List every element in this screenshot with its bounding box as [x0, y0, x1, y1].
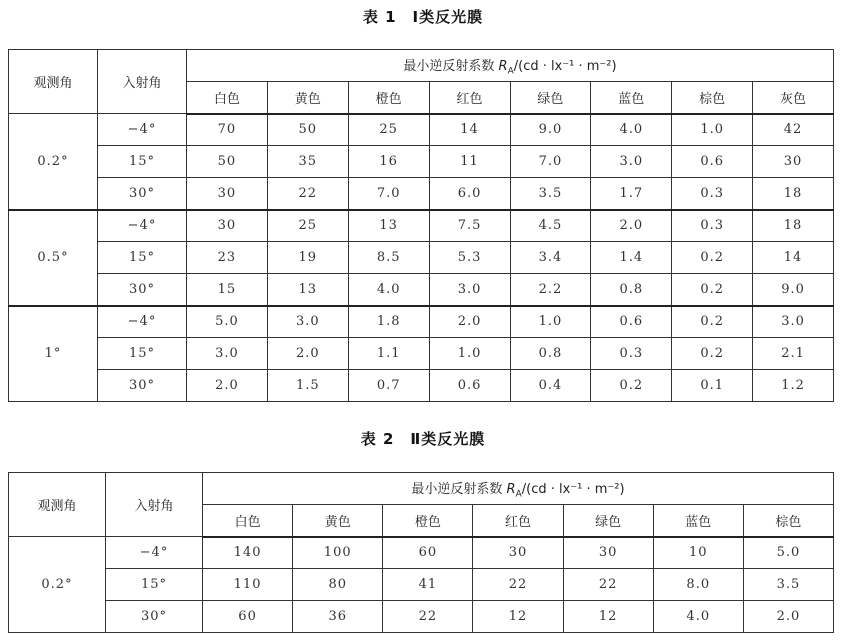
coefficient-unit: /(cd · lx⁻¹ · m⁻²) — [513, 58, 617, 74]
coefficient-symbol-sub: A — [507, 66, 514, 77]
coefficient-value-cell: 25 — [267, 210, 348, 242]
coefficient-value-cell: 25 — [348, 114, 429, 146]
incidence-angle-cell: 30° — [98, 370, 187, 402]
coefficient-value-cell: 7.5 — [429, 210, 510, 242]
observation-angle-cell: 0.2° — [9, 114, 98, 210]
coefficient-value-cell: 4.0 — [348, 274, 429, 306]
color-header: 红色 — [429, 82, 510, 114]
coefficient-value-cell: 35 — [267, 146, 348, 178]
coefficient-value-cell: 5.0 — [187, 306, 268, 338]
observation-angle-cell: 0.2° — [9, 537, 106, 633]
coefficient-value-cell: 30 — [187, 178, 268, 210]
coefficient-value-cell: 22 — [267, 178, 348, 210]
coefficient-value-cell: 50 — [267, 114, 348, 146]
color-header: 红色 — [473, 505, 563, 537]
incidence-angle-cell: −4° — [98, 306, 187, 338]
coefficient-value-cell: 8.0 — [653, 569, 743, 601]
incidence-angle-cell: 15° — [106, 569, 203, 601]
coefficient-value-cell: 0.2 — [672, 242, 753, 274]
coefficient-value-cell: 2.0 — [267, 338, 348, 370]
coefficient-value-cell: 2.0 — [187, 370, 268, 402]
observation-angle-cell: 1° — [9, 306, 98, 402]
color-header: 橙色 — [348, 82, 429, 114]
coefficient-symbol-sub: A — [515, 489, 522, 500]
coefficient-value-cell: 5.0 — [743, 537, 833, 569]
coefficient-value-cell: 7.0 — [348, 178, 429, 210]
coefficient-value-cell: 0.6 — [672, 146, 753, 178]
observation-angle-header: 观测角 — [9, 473, 106, 537]
color-header: 黄色 — [293, 505, 383, 537]
coefficient-value-cell: 0.3 — [672, 210, 753, 242]
coefficient-value-cell: 22 — [563, 569, 653, 601]
coefficient-value-cell: 18 — [753, 178, 834, 210]
incidence-angle-header: 入射角 — [106, 473, 203, 537]
coefficient-value-cell: 15 — [187, 274, 268, 306]
table-row — [9, 537, 834, 569]
incidence-angle-cell: 30° — [106, 601, 203, 633]
color-header: 绿色 — [510, 82, 591, 114]
coefficient-unit: /(cd · lx⁻¹ · m⁻²) — [521, 481, 625, 497]
table-row — [9, 569, 834, 601]
coefficient-value-cell: 14 — [429, 114, 510, 146]
coefficient-value-cell: 0.2 — [672, 274, 753, 306]
table-row — [9, 306, 834, 338]
table-row — [9, 370, 834, 402]
incidence-angle-cell: 15° — [98, 242, 187, 274]
coefficient-header — [203, 473, 834, 505]
coefficient-value-cell: 3.0 — [429, 274, 510, 306]
coefficient-value-cell: 42 — [753, 114, 834, 146]
table-row — [9, 146, 834, 178]
coefficient-value-cell: 30 — [753, 146, 834, 178]
coefficient-value-cell: 0.6 — [429, 370, 510, 402]
coefficient-value-cell: 140 — [203, 537, 293, 569]
coefficient-value-cell: 19 — [267, 242, 348, 274]
coefficient-value-cell: 36 — [293, 601, 383, 633]
coefficient-value-cell: 12 — [563, 601, 653, 633]
coefficient-value-cell: 0.2 — [591, 370, 672, 402]
coefficient-value-cell: 0.1 — [672, 370, 753, 402]
coefficient-value-cell: 2.0 — [591, 210, 672, 242]
coefficient-value-cell: 4.5 — [510, 210, 591, 242]
coefficient-value-cell: 4.0 — [653, 601, 743, 633]
coefficient-value-cell: 9.0 — [753, 274, 834, 306]
incidence-angle-header: 入射角 — [98, 50, 187, 114]
coefficient-value-cell: 6.0 — [429, 178, 510, 210]
table-row — [9, 210, 834, 242]
coefficient-value-cell: 100 — [293, 537, 383, 569]
table-2 — [8, 472, 834, 633]
observation-angle-cell: 0.5° — [9, 210, 98, 306]
header-row — [9, 473, 834, 505]
coefficient-value-cell: 3.4 — [510, 242, 591, 274]
incidence-angle-cell: −4° — [98, 210, 187, 242]
coefficient-value-cell: 0.7 — [348, 370, 429, 402]
color-header: 棕色 — [672, 82, 753, 114]
color-header: 绿色 — [563, 505, 653, 537]
color-header: 棕色 — [743, 505, 833, 537]
coefficient-value-cell: 110 — [203, 569, 293, 601]
coefficient-value-cell: 3.5 — [743, 569, 833, 601]
coefficient-label: 最小逆反射系数 — [411, 481, 507, 497]
coefficient-value-cell: 30 — [563, 537, 653, 569]
coefficient-value-cell: 1.5 — [267, 370, 348, 402]
coefficient-value-cell: 11 — [429, 146, 510, 178]
coefficient-value-cell: 0.2 — [672, 306, 753, 338]
incidence-angle-cell: 30° — [98, 178, 187, 210]
coefficient-symbol: R — [506, 481, 516, 497]
table-row — [9, 338, 834, 370]
incidence-angle-cell: 15° — [98, 146, 187, 178]
coefficient-value-cell: 8.5 — [348, 242, 429, 274]
coefficient-value-cell: 3.0 — [187, 338, 268, 370]
coefficient-value-cell: 22 — [383, 601, 473, 633]
coefficient-value-cell: 1.0 — [510, 306, 591, 338]
coefficient-value-cell: 30 — [187, 210, 268, 242]
coefficient-value-cell: 3.0 — [267, 306, 348, 338]
table-row — [9, 274, 834, 306]
coefficient-value-cell: 80 — [293, 569, 383, 601]
observation-angle-header: 观测角 — [9, 50, 98, 114]
table-row — [9, 242, 834, 274]
coefficient-value-cell: 3.0 — [591, 146, 672, 178]
coefficient-value-cell: 16 — [348, 146, 429, 178]
coefficient-value-cell: 1.0 — [672, 114, 753, 146]
color-header: 蓝色 — [653, 505, 743, 537]
table-row — [9, 601, 834, 633]
color-header: 白色 — [203, 505, 293, 537]
coefficient-value-cell: 70 — [187, 114, 268, 146]
coefficient-value-cell: 0.6 — [591, 306, 672, 338]
coefficient-value-cell: 0.2 — [672, 338, 753, 370]
coefficient-value-cell: 2.1 — [753, 338, 834, 370]
coefficient-value-cell: 30 — [473, 537, 563, 569]
coefficient-value-cell: 0.3 — [672, 178, 753, 210]
table-row — [9, 114, 834, 146]
coefficient-value-cell: 2.0 — [743, 601, 833, 633]
coefficient-value-cell: 1.2 — [753, 370, 834, 402]
coefficient-header — [187, 50, 834, 82]
color-header: 黄色 — [267, 82, 348, 114]
coefficient-symbol: R — [498, 58, 508, 74]
coefficient-value-cell: 4.0 — [591, 114, 672, 146]
coefficient-value-cell: 1.7 — [591, 178, 672, 210]
incidence-angle-cell: 15° — [98, 338, 187, 370]
incidence-angle-cell: −4° — [106, 537, 203, 569]
coefficient-value-cell: 7.0 — [510, 146, 591, 178]
coefficient-value-cell: 2.0 — [429, 306, 510, 338]
coefficient-value-cell: 0.8 — [510, 338, 591, 370]
coefficient-value-cell: 3.0 — [753, 306, 834, 338]
coefficient-value-cell: 0.3 — [591, 338, 672, 370]
coefficient-value-cell: 23 — [187, 242, 268, 274]
table-1-caption: 表 1 Ⅰ类反光膜 — [362, 8, 484, 26]
coefficient-value-cell: 1.0 — [429, 338, 510, 370]
coefficient-value-cell: 60 — [383, 537, 473, 569]
coefficient-value-cell: 1.8 — [348, 306, 429, 338]
coefficient-value-cell: 41 — [383, 569, 473, 601]
color-header: 橙色 — [383, 505, 473, 537]
color-header: 蓝色 — [591, 82, 672, 114]
coefficient-value-cell: 3.5 — [510, 178, 591, 210]
incidence-angle-cell: 30° — [98, 274, 187, 306]
coefficient-value-cell: 60 — [203, 601, 293, 633]
table-1 — [8, 49, 834, 402]
coefficient-value-cell: 22 — [473, 569, 563, 601]
table-row — [9, 178, 834, 210]
coefficient-value-cell: 2.2 — [510, 274, 591, 306]
coefficient-value-cell: 13 — [267, 274, 348, 306]
color-header: 白色 — [187, 82, 268, 114]
coefficient-value-cell: 5.3 — [429, 242, 510, 274]
coefficient-value-cell: 18 — [753, 210, 834, 242]
color-header: 灰色 — [753, 82, 834, 114]
coefficient-value-cell: 50 — [187, 146, 268, 178]
coefficient-label: 最小逆反射系数 — [403, 58, 499, 74]
coefficient-value-cell: 14 — [753, 242, 834, 274]
table-2-caption: 表 2 Ⅱ类反光膜 — [360, 430, 486, 448]
coefficient-value-cell: 9.0 — [510, 114, 591, 146]
incidence-angle-cell: −4° — [98, 114, 187, 146]
coefficient-value-cell: 0.8 — [591, 274, 672, 306]
coefficient-value-cell: 1.4 — [591, 242, 672, 274]
coefficient-value-cell: 13 — [348, 210, 429, 242]
header-row — [9, 50, 834, 82]
coefficient-value-cell: 0.4 — [510, 370, 591, 402]
coefficient-value-cell: 12 — [473, 601, 563, 633]
coefficient-value-cell: 10 — [653, 537, 743, 569]
coefficient-value-cell: 1.1 — [348, 338, 429, 370]
